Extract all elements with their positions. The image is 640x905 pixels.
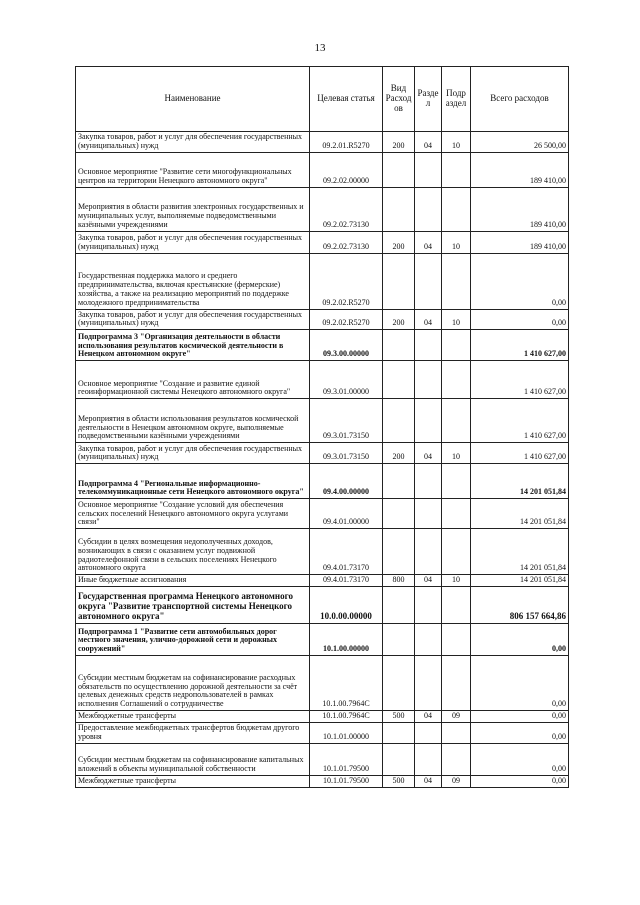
row-subsection-cell: 09 — [442, 775, 471, 787]
row-name-cell: Основное мероприятие "Создание условий для обеспечения сельских поселений Ненецкого автономного округа услугами связи" — [76, 499, 310, 529]
table-row — [76, 499, 569, 529]
row-expense-type-cell: 200 — [383, 443, 415, 464]
row-total-cell: 0,00 — [471, 743, 569, 775]
row-subsection-cell — [442, 253, 471, 309]
table-row — [76, 231, 569, 253]
row-section-cell: 04 — [415, 231, 442, 253]
row-subsection-cell — [442, 152, 471, 187]
row-section-cell — [415, 623, 442, 655]
row-section-cell — [415, 499, 442, 529]
row-total-cell: 189 410,00 — [471, 152, 569, 187]
row-name-cell: Субсидии местным бюджетам на софинансирование капитальных вложений в объекты муниципальной собственности — [76, 743, 310, 775]
table-row — [76, 187, 569, 231]
table-row — [76, 775, 569, 787]
table-row — [76, 575, 569, 587]
row-subsection-cell — [442, 464, 471, 499]
row-expense-type-cell — [383, 399, 415, 443]
row-section-cell — [415, 152, 442, 187]
row-name-cell: Подпрограмма 4 "Региональные информационно-телекоммуникационные сети Ненецкого автономного округа" — [76, 464, 310, 499]
row-total-cell: 806 157 664,86 — [471, 586, 569, 623]
row-target-article-cell: 09.2.01.R5270 — [310, 132, 383, 153]
row-subsection-cell — [442, 743, 471, 775]
row-subsection-cell — [442, 529, 471, 575]
row-subsection-cell — [442, 361, 471, 399]
row-target-article-cell: 09.2.02.00000 — [310, 152, 383, 187]
row-target-article-cell: 10.1.01.79500 — [310, 775, 383, 787]
row-expense-type-cell — [383, 187, 415, 231]
row-total-cell: 0,00 — [471, 309, 569, 330]
row-name-cell: Предоставление межбюджетных трансфертов бюджетам другого уровня — [76, 722, 310, 743]
table-row — [76, 132, 569, 153]
row-name-cell: Подпрограмма 1 "Развитие сети автомобильных дорог местного значения, улично-дорожной сети и дорожных сооружений" — [76, 623, 310, 655]
row-section-cell: 04 — [415, 710, 442, 722]
row-section-cell: 04 — [415, 443, 442, 464]
row-section-cell: 04 — [415, 309, 442, 330]
row-section-cell — [415, 655, 442, 710]
row-expense-type-cell: 200 — [383, 132, 415, 153]
row-section-cell — [415, 586, 442, 623]
row-name-cell: Закупка товаров, работ и услуг для обеспечения государственных (муниципальных) нужд — [76, 309, 310, 330]
row-target-article-cell: 09.3.01.73150 — [310, 399, 383, 443]
row-name-cell: Закупка товаров, работ и услуг для обеспечения государственных (муниципальных) нужд — [76, 231, 310, 253]
row-target-article-cell: 10.1.01.79500 — [310, 743, 383, 775]
row-expense-type-cell: 500 — [383, 775, 415, 787]
row-section-cell — [415, 722, 442, 743]
table-row — [76, 743, 569, 775]
row-name-cell: Государственная программа Ненецкого автономного округа "Развитие транспортной системы Ненецкого автономного округа" — [76, 586, 310, 623]
table-row — [76, 710, 569, 722]
header-target-article: Целевая статья — [310, 67, 383, 132]
row-expense-type-cell — [383, 586, 415, 623]
row-expense-type-cell — [383, 330, 415, 361]
row-total-cell: 1 410 627,00 — [471, 443, 569, 464]
row-total-cell: 1 410 627,00 — [471, 330, 569, 361]
table-row — [76, 152, 569, 187]
row-target-article-cell: 10.1.00.7964C — [310, 655, 383, 710]
row-subsection-cell — [442, 399, 471, 443]
table-row — [76, 443, 569, 464]
row-section-cell — [415, 529, 442, 575]
row-section-cell — [415, 187, 442, 231]
row-subsection-cell — [442, 330, 471, 361]
row-name-cell: Субсидии местным бюджетам на софинансирование расходных обязательств по осуществлению дорожной деятельности за счёт целевых денежных средств недропользователей в рамках исполнения Соглашений о сотрудничестве — [76, 655, 310, 710]
row-expense-type-cell — [383, 623, 415, 655]
row-total-cell: 1 410 627,00 — [471, 399, 569, 443]
row-expense-type-cell — [383, 655, 415, 710]
row-name-cell: Подпрограмма 3 "Организация деятельности в области использования результатов космической деятельности в Ненецком автономном округе" — [76, 330, 310, 361]
row-subsection-cell: 10 — [442, 132, 471, 153]
row-expense-type-cell — [383, 722, 415, 743]
budget-table — [75, 66, 569, 788]
row-name-cell: Государственная поддержка малого и среднего предпринимательства, включая крестьянские (фермерские) хозяйства, а также на реализацию мероприятий по поддержке молодежного предпринимательства — [76, 253, 310, 309]
row-target-article-cell: 09.3.01.73150 — [310, 443, 383, 464]
row-target-article-cell: 09.2.02.73130 — [310, 231, 383, 253]
row-subsection-cell: 10 — [442, 443, 471, 464]
table-row — [76, 722, 569, 743]
row-total-cell: 26 500,00 — [471, 132, 569, 153]
header-name: Наименование — [76, 67, 310, 132]
row-target-article-cell: 09.4.01.73170 — [310, 575, 383, 587]
row-expense-type-cell — [383, 499, 415, 529]
header-total: Всего расходов — [471, 67, 569, 132]
row-expense-type-cell: 200 — [383, 231, 415, 253]
table-row — [76, 330, 569, 361]
header-expense-type: Вид Расход ов — [383, 67, 415, 132]
row-name-cell: Субсидии в целях возмещения недополученных доходов, возникающих в связи с оказанием услуг подвижной радиотелефонной связи в сельских поселениях Ненецкого автономного округа — [76, 529, 310, 575]
table-row — [76, 586, 569, 623]
row-subsection-cell: 10 — [442, 231, 471, 253]
row-subsection-cell — [442, 187, 471, 231]
row-section-cell: 04 — [415, 775, 442, 787]
row-section-cell — [415, 361, 442, 399]
row-name-cell: Закупка товаров, работ и услуг для обеспечения государственных (муниципальных) нужд — [76, 132, 310, 153]
row-expense-type-cell: 500 — [383, 710, 415, 722]
table-row — [76, 253, 569, 309]
row-total-cell: 0,00 — [471, 253, 569, 309]
row-subsection-cell: 10 — [442, 309, 471, 330]
row-section-cell — [415, 330, 442, 361]
row-expense-type-cell — [383, 464, 415, 499]
row-target-article-cell: 09.4.00.00000 — [310, 464, 383, 499]
header-subsection: Подр аздел — [442, 67, 471, 132]
row-subsection-cell: 09 — [442, 710, 471, 722]
row-total-cell: 14 201 051,84 — [471, 464, 569, 499]
row-target-article-cell: 09.3.00.00000 — [310, 330, 383, 361]
row-target-article-cell: 09.2.02.R5270 — [310, 253, 383, 309]
row-target-article-cell: 09.4.01.73170 — [310, 529, 383, 575]
row-target-article-cell: 09.3.01.00000 — [310, 361, 383, 399]
table-row — [76, 623, 569, 655]
row-expense-type-cell — [383, 361, 415, 399]
row-total-cell: 0,00 — [471, 623, 569, 655]
row-expense-type-cell — [383, 529, 415, 575]
row-section-cell: 04 — [415, 575, 442, 587]
row-section-cell: 04 — [415, 132, 442, 153]
row-total-cell: 14 201 051,84 — [471, 499, 569, 529]
row-total-cell: 0,00 — [471, 722, 569, 743]
row-total-cell: 189 410,00 — [471, 187, 569, 231]
row-name-cell: Иные бюджетные ассигнования — [76, 575, 310, 587]
row-name-cell: Межбюджетные трансферты — [76, 710, 310, 722]
row-section-cell — [415, 399, 442, 443]
row-name-cell: Основное мероприятие "Создание и развитие единой геоинформационной системы Ненецкого автономного округа" — [76, 361, 310, 399]
row-target-article-cell: 10.1.00.00000 — [310, 623, 383, 655]
row-subsection-cell: 10 — [442, 575, 471, 587]
page-number: 13 — [314, 42, 326, 54]
table-row — [76, 655, 569, 710]
row-total-cell: 0,00 — [471, 775, 569, 787]
row-target-article-cell: 10.0.00.00000 — [310, 586, 383, 623]
row-subsection-cell — [442, 586, 471, 623]
header-section: Разде л — [415, 67, 442, 132]
row-name-cell: Закупка товаров, работ и услуг для обеспечения государственных (муниципальных) нужд — [76, 443, 310, 464]
table-row — [76, 464, 569, 499]
row-section-cell — [415, 464, 442, 499]
row-section-cell — [415, 253, 442, 309]
table-row — [76, 399, 569, 443]
table-row — [76, 309, 569, 330]
row-subsection-cell — [442, 623, 471, 655]
row-target-article-cell: 10.1.00.7964C — [310, 710, 383, 722]
row-total-cell: 189 410,00 — [471, 231, 569, 253]
row-section-cell — [415, 743, 442, 775]
row-target-article-cell: 09.2.02.73130 — [310, 187, 383, 231]
row-expense-type-cell — [383, 253, 415, 309]
row-name-cell: Мероприятия в области развития электронных государственных и муниципальных услуг, выполняемые подведомственными казёнными учреждениями — [76, 187, 310, 231]
row-expense-type-cell: 200 — [383, 309, 415, 330]
row-subsection-cell — [442, 499, 471, 529]
table-header-row — [76, 67, 569, 132]
row-total-cell: 14 201 051,84 — [471, 529, 569, 575]
row-subsection-cell — [442, 655, 471, 710]
row-expense-type-cell — [383, 743, 415, 775]
table-row — [76, 529, 569, 575]
table-row — [76, 361, 569, 399]
row-target-article-cell: 10.1.01.00000 — [310, 722, 383, 743]
row-expense-type-cell — [383, 152, 415, 187]
row-target-article-cell: 09.4.01.00000 — [310, 499, 383, 529]
row-total-cell: 14 201 051,84 — [471, 575, 569, 587]
row-name-cell: Межбюджетные трансферты — [76, 775, 310, 787]
row-total-cell: 0,00 — [471, 655, 569, 710]
row-name-cell: Мероприятия в области использования результатов космической деятельности в Ненецком автономном округе, выполняемые подведомственными казёнными учреждениями — [76, 399, 310, 443]
row-total-cell: 1 410 627,00 — [471, 361, 569, 399]
row-total-cell: 0,00 — [471, 710, 569, 722]
row-target-article-cell: 09.2.02.R5270 — [310, 309, 383, 330]
row-expense-type-cell: 800 — [383, 575, 415, 587]
row-subsection-cell — [442, 722, 471, 743]
row-name-cell: Основное мероприятие "Развитие сети многофункциональных центров на территории Ненецкого автономного округа" — [76, 152, 310, 187]
